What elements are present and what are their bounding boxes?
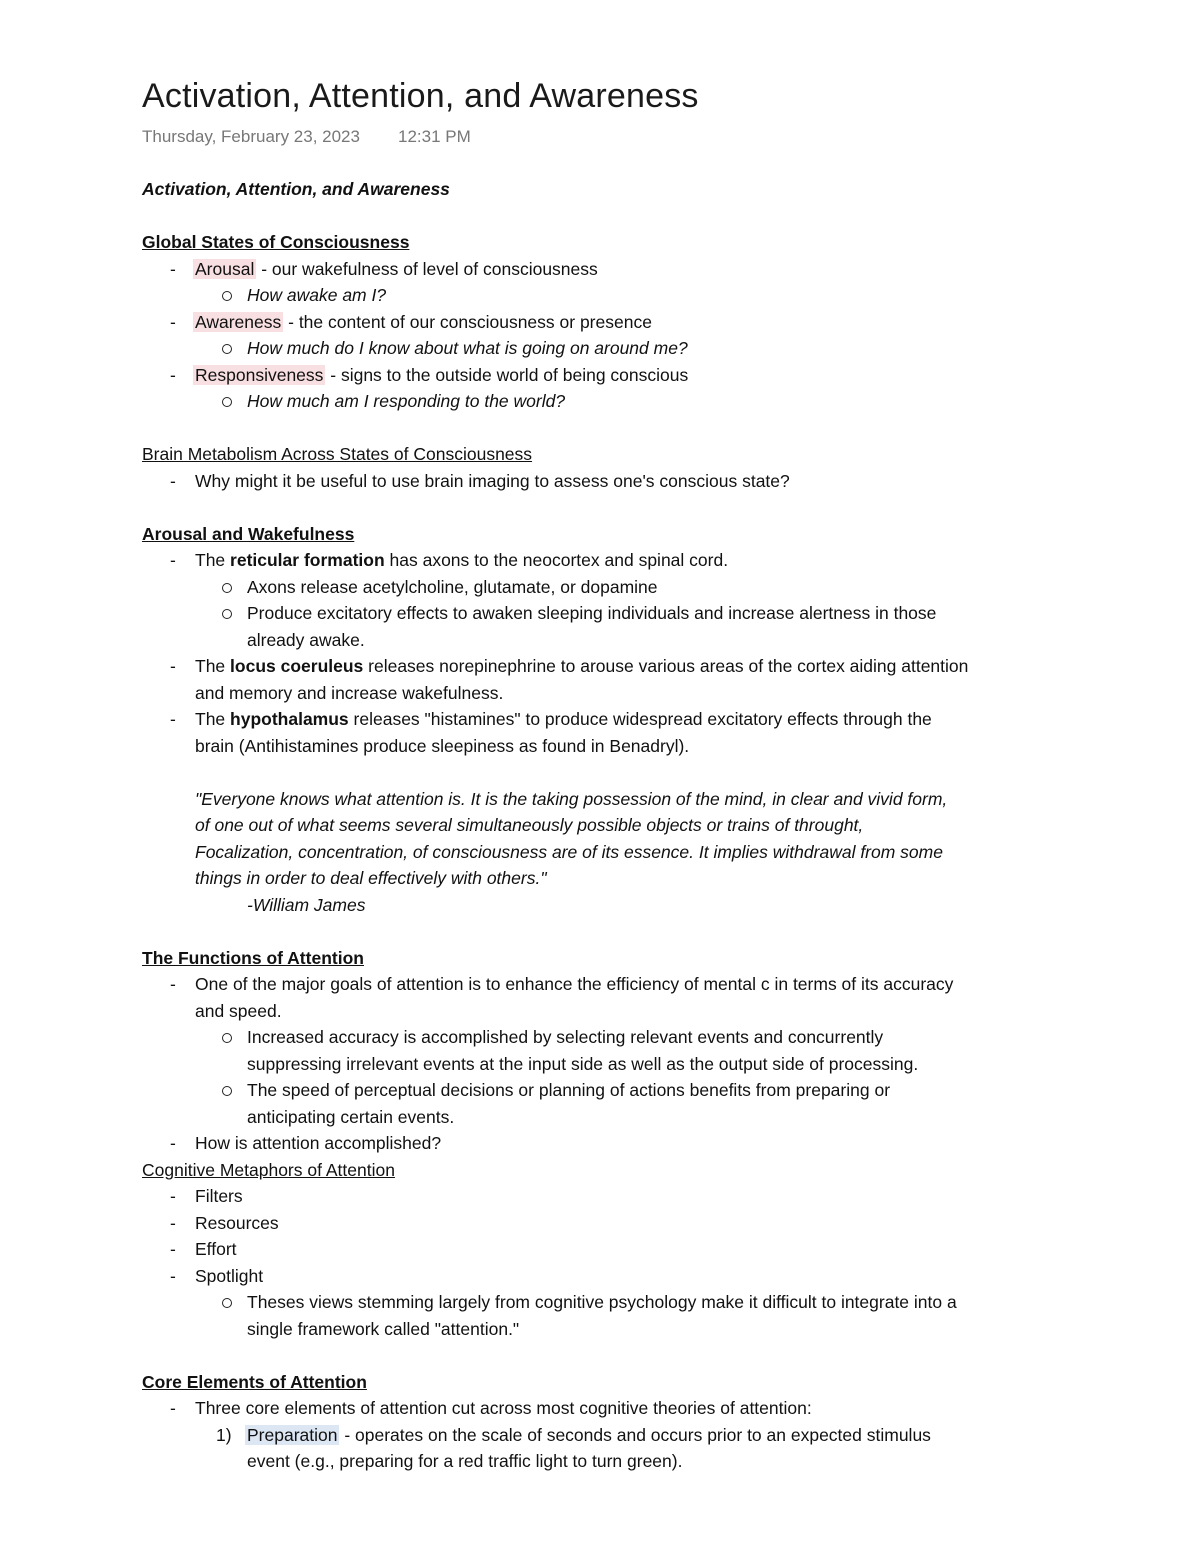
sub-item-awareness-question: [142, 335, 1082, 362]
circle-bullet-icon: [222, 609, 232, 619]
dash-bullet: -: [170, 1212, 176, 1233]
locus-cont: and memory and increase wakefulness.: [195, 682, 504, 703]
page-title: Activation, Attention, and Awareness: [142, 77, 699, 115]
goal-text-2: and speed.: [195, 1000, 282, 1021]
preparation-cont: event (e.g., preparing for a red traffic light to turn green).: [247, 1451, 683, 1471]
note-timestamp: [142, 126, 1082, 148]
reticular-pre: The: [195, 550, 231, 570]
quote-line-1: "Everyone knows what attention is. It is the taking possession of the mind, in clear and vivid form,: [195, 788, 948, 809]
arousal-desc: - our wakefulness of level of consciousness: [256, 258, 598, 279]
number-marker: 1): [216, 1424, 232, 1445]
circle-bullet-icon: [222, 1086, 232, 1096]
dash-bullet: -: [170, 364, 176, 385]
dash-bullet: -: [170, 974, 176, 994]
heading-global-states: Global States of Consciousness: [142, 232, 410, 252]
hypo-pre: The: [195, 709, 231, 729]
core-intro-text: Three core elements of attention cut across most cognitive theories of attention:: [195, 1398, 812, 1418]
list-item-arousal: [142, 256, 1082, 283]
circle-bullet-icon: [222, 1033, 232, 1043]
metaphor-spotlight: Spotlight: [195, 1265, 264, 1286]
term-reticular-formation: reticular formation: [230, 550, 385, 570]
quote-line-4: things in order to deal effectively with others.": [195, 868, 547, 888]
sub-item-theses: [142, 1289, 1082, 1316]
dash-bullet: -: [170, 656, 176, 676]
sub-item-speed: [142, 1077, 1082, 1104]
note-page: [142, 74, 1082, 1475]
awareness-question: How much do I know about what is going on around me?: [247, 338, 688, 358]
circle-bullet-icon: [222, 1298, 232, 1308]
circle-bullet-icon: [222, 397, 232, 407]
responsiveness-desc: - signs to the outside world of being conscious: [325, 364, 689, 385]
note-time: 12:31 PM: [397, 127, 471, 146]
sub-item-axons: [142, 574, 1082, 601]
list-item-effort: [142, 1236, 1082, 1263]
brain-imaging-text: Why might it be useful to use brain imaging to assess one's conscious state?: [195, 470, 790, 491]
goal-text-1: One of the major goals of attention is to enhance the efficiency of mental c in terms of its accuracy: [195, 974, 954, 994]
heading-core-elements: Core Elements of Attention: [142, 1371, 367, 1392]
dash-bullet: -: [170, 1239, 176, 1259]
speed-text-1: The speed of perceptual decisions or planning of actions benefits from preparing or: [247, 1080, 891, 1100]
list-item-responsiveness: [142, 362, 1082, 389]
dash-bullet: -: [170, 470, 176, 491]
dash-bullet: -: [170, 1133, 176, 1153]
axons-text: Axons release acetylcholine, glutamate, or dopamine: [247, 576, 658, 597]
quote-author: -William James: [247, 894, 366, 915]
list-item-brain-imaging: [142, 468, 1082, 495]
dash-bullet: -: [170, 258, 176, 279]
note-date: Thursday, February 23, 2023: [142, 127, 360, 146]
responsiveness-question: How much am I responding to the world?: [247, 391, 566, 411]
metaphor-resources: Resources: [195, 1212, 279, 1233]
excitatory-text-1: Produce excitatory effects to awaken sleeping individuals and increase alertness in those: [247, 603, 937, 623]
heading-metaphors: Cognitive Metaphors of Attention: [142, 1159, 395, 1180]
term-awareness: Awareness: [195, 311, 282, 332]
circle-bullet-icon: [222, 344, 232, 354]
list-item-filters: [142, 1183, 1082, 1210]
dash-bullet: -: [170, 1398, 176, 1418]
heading-arousal-wakefulness: Arousal and Wakefulness: [142, 523, 355, 544]
list-item-awareness: [142, 309, 1082, 336]
list-item-how: [142, 1130, 1082, 1157]
circle-bullet-icon: [222, 583, 232, 593]
list-item-reticular: [142, 547, 1082, 574]
list-item-goal: [142, 971, 1082, 998]
reticular-post: has axons to the neocortex and spinal cord.: [384, 550, 729, 570]
metaphor-effort: Effort: [195, 1239, 237, 1259]
sub-item-responsiveness-question: [142, 388, 1082, 415]
speed-text-2: anticipating certain events.: [247, 1106, 455, 1127]
list-item-resources: [142, 1210, 1082, 1237]
accuracy-text-1: Increased accuracy is accomplished by selecting relevant events and concurrently: [247, 1027, 884, 1047]
accuracy-text-2: suppressing irrelevant events at the input side as well as the output side of processing.: [247, 1053, 919, 1074]
arousal-question: How awake am I?: [247, 285, 387, 305]
list-item-spotlight: [142, 1263, 1082, 1290]
term-locus-coeruleus: locus coeruleus: [230, 656, 364, 676]
awareness-desc: - the content of our consciousness or presence: [283, 311, 652, 332]
sub-item-accuracy: [142, 1024, 1082, 1051]
dash-bullet: -: [170, 709, 176, 729]
dash-bullet: -: [170, 311, 176, 332]
dash-bullet: -: [170, 550, 176, 570]
circle-bullet-icon: [222, 291, 232, 301]
quote-line-3: Focalization, concentration, of consciousness are of its essence. It implies withdrawal from some: [195, 841, 943, 862]
heading-brain-metabolism: Brain Metabolism Across States of Consciousness: [142, 444, 533, 464]
sub-item-arousal-question: [142, 282, 1082, 309]
locus-post: releases norepinephrine to arouse various areas of the cortex aiding attention: [363, 656, 969, 676]
excitatory-text-2: already awake.: [247, 629, 365, 650]
metaphor-filters: Filters: [195, 1186, 243, 1206]
how-text: How is attention accomplished?: [195, 1133, 442, 1153]
subtitle: Activation, Attention, and Awareness: [142, 179, 450, 199]
dash-bullet: -: [170, 1186, 176, 1206]
hypo-post: releases "histamines" to produce widespread excitatory effects through the: [348, 709, 932, 729]
term-arousal: Arousal: [195, 258, 255, 279]
theses-text-1: Theses views stemming largely from cognitive psychology make it difficult to integrate into a: [247, 1292, 957, 1312]
list-item-locus: [142, 653, 1082, 680]
hypo-cont: brain (Antihistamines produce sleepiness as found in Benadryl).: [195, 735, 690, 756]
theses-text-2: single framework called "attention.": [247, 1318, 520, 1339]
preparation-desc: - operates on the scale of seconds and occurs prior to an expected stimulus: [339, 1424, 931, 1445]
term-preparation: Preparation: [247, 1424, 338, 1445]
quote-line-2: of one out of what seems several simultaneously possible objects or trains of throught,: [195, 815, 864, 835]
term-responsiveness: Responsiveness: [195, 364, 324, 385]
locus-pre: The: [195, 656, 231, 676]
list-item-core-intro: [142, 1395, 1082, 1422]
heading-functions: The Functions of Attention: [142, 947, 364, 968]
numbered-item-preparation: [142, 1422, 1082, 1449]
term-hypothalamus: hypothalamus: [230, 709, 349, 729]
sub-item-excitatory: [142, 600, 1082, 627]
list-item-hypothalamus: [142, 706, 1082, 733]
dash-bullet: -: [170, 1265, 176, 1286]
